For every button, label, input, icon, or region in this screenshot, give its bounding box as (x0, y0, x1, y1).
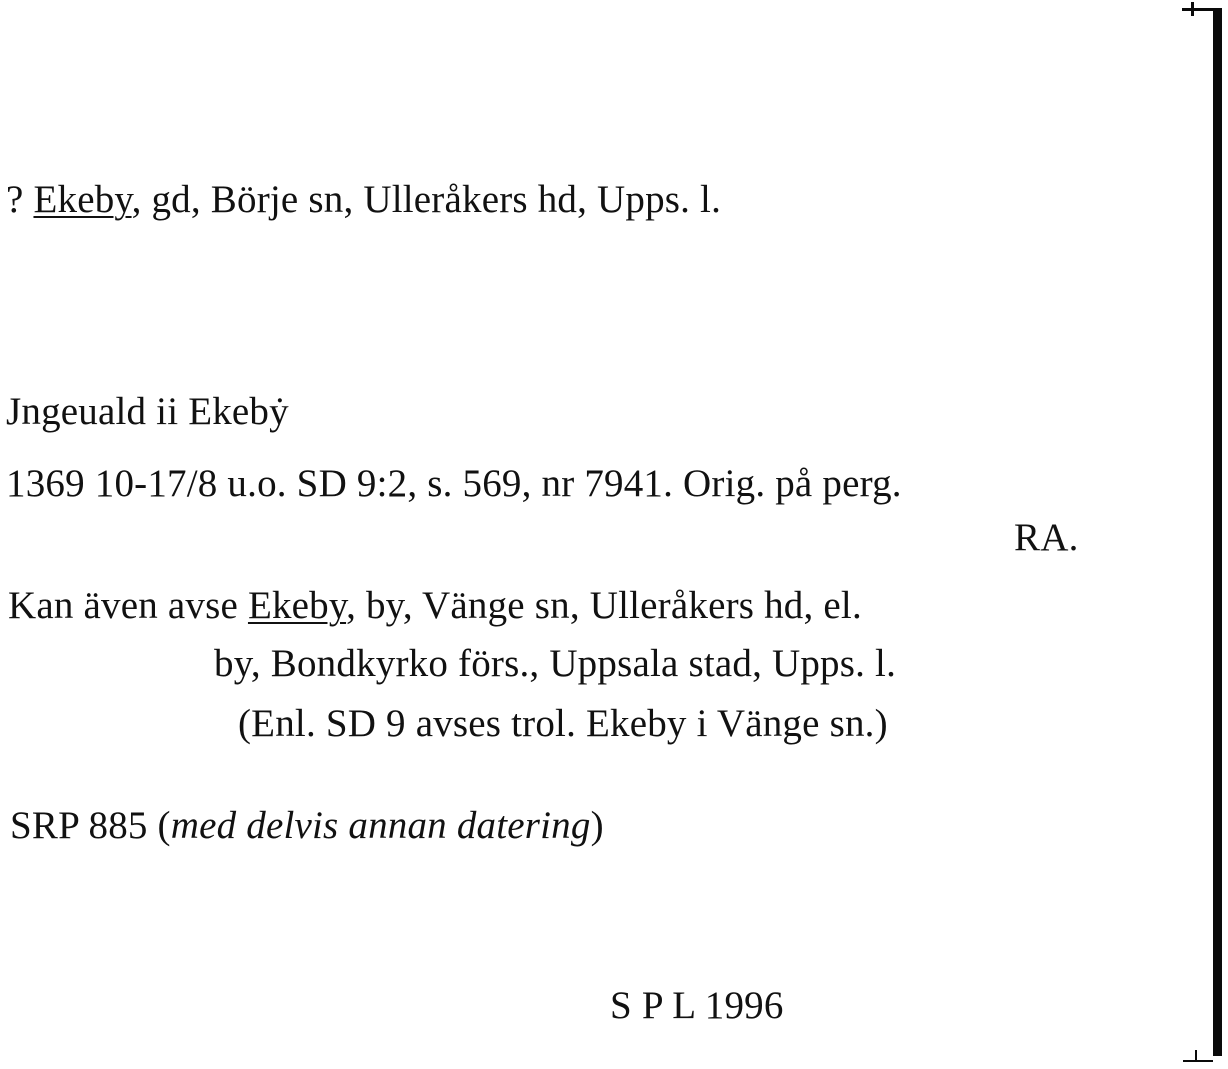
srp-reference (10, 806, 604, 845)
entry-title (6, 180, 721, 219)
note-place-description: , by, Vänge sn, Ulleråkers hd, el. (346, 584, 862, 627)
srp-prefix: SRP 885 ( (10, 804, 171, 847)
source-reference-line: 1369 10-17/8 u.o. SD 9:2, s. 569, nr 7941. Orig. på perg. (6, 462, 902, 505)
note-place-name: Ekeby (247, 584, 347, 627)
alternative-identification-line (8, 586, 862, 625)
archive-abbreviation: RA. (1014, 516, 1079, 559)
title-place-name: Ekeby (33, 178, 132, 221)
margin-vertical-rule (1213, 8, 1222, 1056)
srp-italic-note: med delvis annan datering (170, 804, 591, 847)
alternative-identification-continuation: by, Bondkyrko förs., Uppsala stad, Upps. l. (214, 642, 897, 685)
title-place-description: , gd, Börje sn, Ulleråkers hd, Upps. l. (131, 178, 722, 221)
editorial-remark: (Enl. SD 9 avses trol. Ekeby i Vänge sn.) (238, 702, 888, 745)
name-form-line: Jngeuald ii Ekebẏ (6, 390, 289, 433)
note-prefix: Kan även avse (8, 584, 248, 627)
title-prefix: ? (6, 178, 34, 221)
footer-publication-mark: S P L 1996 (610, 984, 784, 1027)
srp-suffix: ) (590, 804, 604, 847)
margin-bottom-tick (1183, 1050, 1213, 1064)
